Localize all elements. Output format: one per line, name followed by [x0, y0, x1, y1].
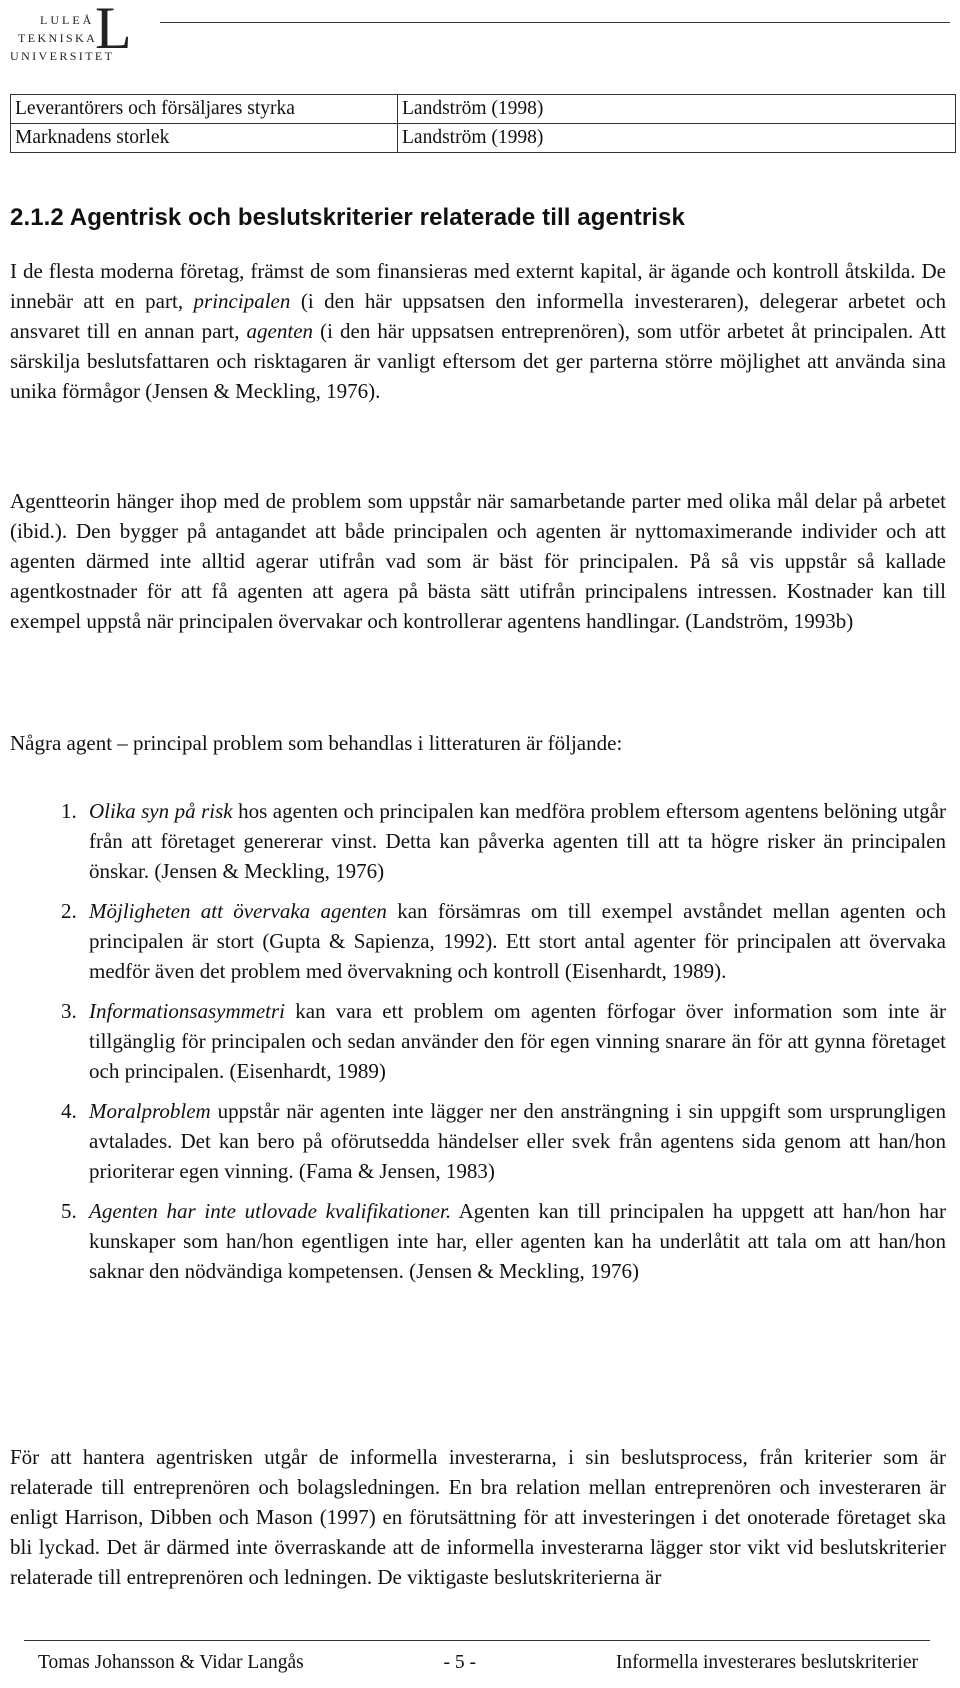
list-number: 2.: [61, 899, 77, 923]
list-item-text: Agenten kan till principalen ha uppgett att han/hon har kunskaper som han/hon egentligen inte har, eller agenten kan ha underlåtit att tala om att han/hon saknar den nödvändiga kompetensen. (Jensen & Meckling, 1976): [89, 1199, 946, 1283]
paragraph-3: Några agent – principal problem som behandlas i litteraturen är följande:: [10, 731, 623, 755]
list-item-term: Moralproblem: [89, 1099, 211, 1123]
list-item-term: Informationsasymmetri: [89, 999, 285, 1023]
table-cell-topic: Marknadens storlek: [11, 124, 398, 153]
logo-line-1: LULEÅ: [40, 13, 95, 27]
list-number: 3.: [61, 999, 77, 1023]
list-number: 4.: [61, 1099, 77, 1123]
logo-line-3: UNIVERSITET: [10, 49, 115, 63]
footer-page-number: - 5 -: [443, 1652, 477, 1673]
page-footer: [38, 1652, 918, 1674]
list-item-text: uppstår när agenten inte lägger ner den ansträngning i sin uppgift som ursprungligen avtalades. Det kan bero på oförutsedda händelser eller svek från agentens sida genom att han/hon prioriterar egen vinning. (Fama & Jensen, 1983): [89, 1099, 946, 1183]
list-item: [0, 896, 946, 986]
list-item-text: kan försämras om till exempel avståndet mellan agenten och principalen är stort (Gupta & Sapienza, 1992). Ett stort antal agenter för principalen att övervaka medför även det problem med övervakning och kontroll (Eisenhardt, 1989).: [89, 899, 946, 983]
list-item: [0, 1096, 946, 1186]
table-row: [11, 124, 956, 153]
list-item-text: kan vara ett problem om agenten förfogar över information som inte är tillgänglig för principalen och sedan använder den för egen vinning snarare än för att gynna företaget och principalen. (Eisenhardt, 1989): [89, 999, 946, 1083]
p1-emphasis-agenten: agenten: [246, 319, 314, 343]
paragraph-1: [10, 256, 946, 406]
section-heading: 2.1.2 Agentrisk och beslutskriterier relaterade till agentrisk: [10, 204, 685, 231]
list-item: [0, 1196, 946, 1286]
footer-title: Informella investerares beslutskriterier: [615, 1652, 918, 1673]
list-item-term: Möjligheten att övervaka agenten: [89, 899, 387, 923]
list-number: 5.: [61, 1199, 77, 1223]
list-item-text: hos agenten och principalen kan medföra problem eftersom agentens belöning utgår från att företaget genererar vinst. Detta kan påverka agenten till att ta högre risker än principalen önskar. (Jensen & Meckling, 1976): [89, 799, 947, 883]
list-number: 1.: [61, 799, 77, 823]
list-item-term: Agenten har inte utlovade kvalifikationer.: [89, 1199, 452, 1223]
p1-text-a: I de flesta moderna företag, främst de som finansieras med externt kapital, är ägande och kontroll åtskilda. De innebär att en part,: [10, 259, 946, 313]
list-item-term: Olika syn på risk: [89, 799, 233, 823]
header-rule: [160, 22, 950, 23]
reference-table: [10, 94, 956, 153]
p1-text-c: (i den här uppsatsen entreprenören), som utför arbetet åt principalen. Att särskilja beslutsfattaren och risktagaren är vanligt eftersom det ger parterna större möjlighet att använda sina unika förmågor (Jensen & Meckling, 1976).: [10, 319, 946, 403]
table-cell-source: Landström (1998): [398, 124, 956, 153]
p1-emphasis-principalen: principalen: [193, 289, 291, 313]
table-cell-source: Landström (1998): [398, 95, 956, 124]
list-item: [0, 996, 946, 1086]
footer-authors: Tomas Johansson & Vidar Langås: [38, 1652, 304, 1673]
table-cell-topic: Leverantörers och försäljares styrka: [11, 95, 398, 124]
logo-line-2: TEKNISKA: [18, 31, 98, 45]
footer-rule: [24, 1640, 930, 1641]
logo-mark: L: [95, 0, 132, 61]
paragraph-2: Agentteorin hänger ihop med de problem som uppstår när samarbetande parter med olika mål delar på arbetet (ibid.). Den bygger på antagandet att både principalen och agenten är nyttomaximerande individer och att agenten därmed inte alltid agerar utifrån vad som är bäst för principalen. På så vis uppstår så kallade agentkostnader för att få agenten att agera på bästa sätt utifrån principalens intressen. Kostnader kan till exempel uppstå när principalen övervakar och kontrollerar agentens handlingar. (Landström, 1993b): [10, 489, 946, 633]
list-item: [0, 796, 946, 886]
paragraph-4: För att hantera agentrisken utgår de informella investerarna, i sin beslutsprocess, från kriterier som är relaterade till entreprenören och bolagsledningen. En bra relation mellan entreprenören och investeraren är enligt Harrison, Dibben och Mason (1997) en förutsättning för att investeringen i det onoterade företaget ska bli lyckad. Det är därmed inte överraskande att de informella investerarna lägger stor vikt vid beslutskriterier relaterade till entreprenören och ledningen. De viktigaste beslutskriterierna är: [10, 1445, 946, 1589]
table-row: [11, 95, 956, 124]
problem-list: [0, 796, 946, 1296]
p1-text-b: (i den här uppsatsen den informella investeraren), delegerar arbetet och ansvaret till en annan part,: [10, 289, 946, 343]
